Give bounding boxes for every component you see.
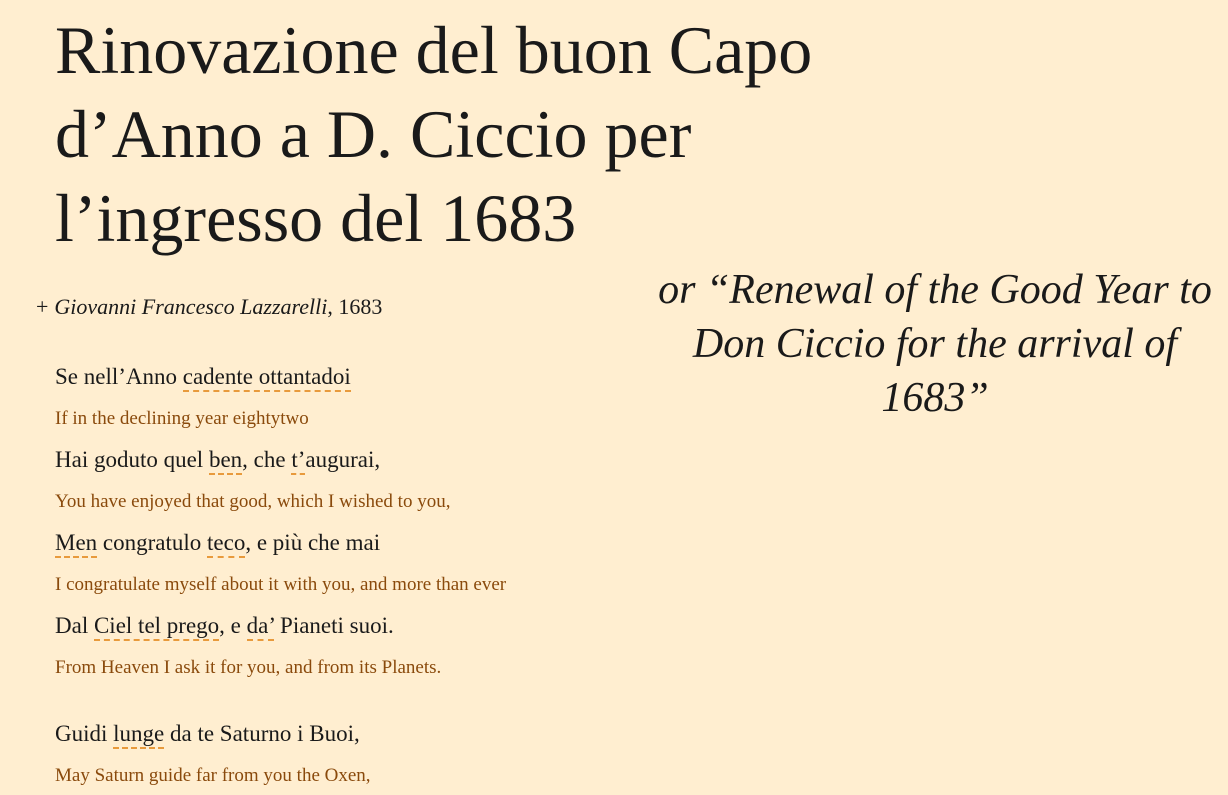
glossed-word[interactable]: ben [209, 447, 242, 475]
line-text: , e più che mai [245, 530, 381, 555]
poem-line [55, 719, 360, 749]
glossed-word[interactable]: t’ [291, 447, 305, 475]
line-translation: I congratulate myself about it with you, and more than ever [55, 574, 507, 595]
english-title: or “Renewal of the Good Year to Don Ciccio for the arrival of 1683” [658, 267, 1212, 421]
glossed-word[interactable]: lunge [113, 721, 164, 749]
glossed-word[interactable]: teco [207, 530, 245, 558]
expand-author-toggle[interactable]: + [36, 294, 49, 319]
publication-year: , 1683 [327, 294, 383, 319]
line-text: Pianeti suoi. [274, 613, 394, 638]
line-text: Se nell’Anno [55, 364, 183, 389]
line-text: , e [219, 613, 247, 638]
line-text: Hai goduto quel [55, 447, 209, 472]
poem-line [55, 528, 380, 558]
line-text: Dal [55, 613, 94, 638]
line-translation: May Saturn guide far from you the Oxen, [55, 765, 371, 786]
line-translation: You have enjoyed that good, which I wished to you, [55, 491, 451, 512]
line-text: augurai, [305, 447, 381, 472]
poem-line [55, 445, 380, 475]
line-text: Guidi [55, 721, 114, 746]
poem-title: Rinovazione del buon Capo d’Anno a D. Ciccio per l’ingresso del 1683 [55, 12, 813, 256]
glossed-word[interactable]: da’ [247, 613, 275, 641]
line-text: congratulo [97, 530, 208, 555]
poem-line [55, 611, 394, 641]
line-translation: If in the declining year eightytwo [55, 408, 309, 429]
line-text: , che [242, 447, 292, 472]
author-name: Giovanni Francesco Lazzarelli [54, 294, 328, 319]
glossed-word[interactable]: cadente ottantadoi [183, 364, 351, 392]
glossed-word[interactable]: Ciel tel prego [94, 613, 219, 641]
byline [36, 292, 382, 322]
glossed-word[interactable]: Men [55, 530, 97, 558]
line-translation: From Heaven I ask it for you, and from its Planets. [55, 657, 442, 678]
line-text: da te Saturno i Buoi, [164, 721, 360, 746]
poem-line [55, 362, 351, 392]
